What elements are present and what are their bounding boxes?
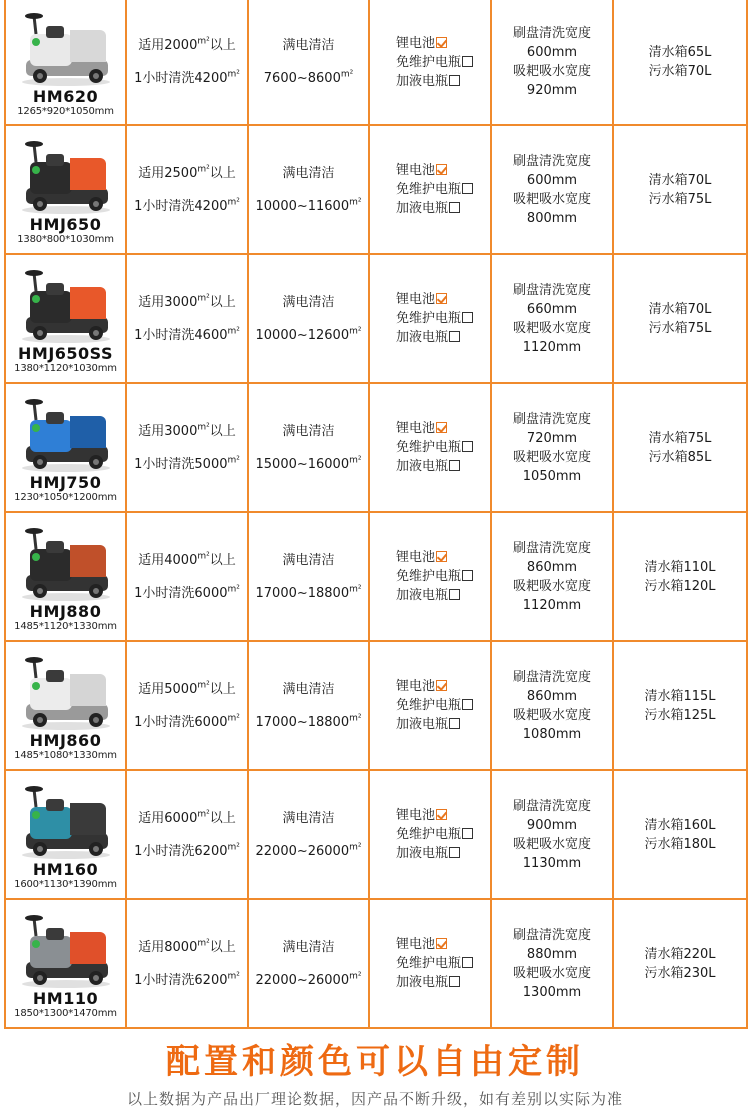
unchecked-box-icon — [462, 828, 473, 839]
battery-option-maintenance-free: 免维护电瓶 — [396, 954, 488, 973]
hourly-coverage: 1小时清洗$4200^{m^2}$ — [134, 197, 240, 214]
battery-cell — [369, 641, 491, 770]
model-cell — [5, 125, 126, 254]
endurance-value: $7600\sim 8600^{m^2}$ — [263, 69, 354, 86]
squeegee-width-label: 吸耙吸水宽度 — [512, 191, 591, 207]
squeegee-width-label: 吸耙吸水宽度 — [512, 449, 591, 465]
table-row — [5, 770, 747, 899]
brush-width-label: 刷盘清洗宽度 — [512, 282, 591, 298]
table-row — [5, 641, 747, 770]
endurance-value: $10000\sim 12600^{m^2}$ — [255, 326, 362, 343]
model-dimensions: 1850*1300*1470mm — [14, 1007, 117, 1019]
unchecked-box-icon — [449, 460, 460, 471]
battery-option-flooded: 加液电瓶 — [396, 715, 488, 734]
floor-scrubber-image — [16, 136, 116, 216]
clean-water-tank: 清水箱220L — [644, 946, 716, 962]
endurance-cell — [248, 770, 369, 899]
battery-option-maintenance-free: 免维护电瓶 — [396, 180, 488, 199]
squeegee-width-label: 吸耙吸水宽度 — [512, 64, 591, 79]
checked-box-icon — [436, 37, 447, 48]
area-suitable: 适用$2000^{m^2}$以上 — [138, 36, 236, 53]
squeegee-width-label: 吸耙吸水宽度 — [512, 965, 591, 981]
table-row — [5, 125, 747, 254]
tank-cell — [613, 125, 747, 254]
clean-water-tank: 清水箱70L — [648, 172, 712, 188]
endurance-value: $15000\sim 16000^{m^2}$ — [255, 455, 362, 472]
battery-cell — [369, 254, 491, 383]
unchecked-box-icon — [449, 75, 460, 86]
hourly-coverage: 1小时清洗$6000^{m^2}$ — [134, 713, 240, 730]
brush-width-label: 刷盘清洗宽度 — [512, 798, 591, 814]
squeegee-width-value: 1120mm — [522, 597, 582, 613]
endurance-cell — [248, 0, 369, 125]
battery-cell — [369, 770, 491, 899]
table-row — [5, 899, 747, 1028]
model-dimensions: 1485*1080*1330mm — [14, 749, 117, 761]
hourly-coverage: 1小时清洗$4600^{m^2}$ — [134, 326, 240, 343]
battery-option-lithium: 锂电池 — [396, 935, 488, 954]
hourly-coverage: 1小时清洗$6200^{m^2}$ — [134, 971, 240, 988]
area-suitable: 适用$2500^{m^2}$以上 — [138, 164, 236, 181]
squeegee-width-value: 800mm — [526, 210, 578, 226]
squeegee-width-label: 吸耙吸水宽度 — [512, 320, 591, 336]
area-suitable: 适用$3000^{m^2}$以上 — [138, 293, 236, 310]
endurance-cell — [248, 512, 369, 641]
model-name: HMJ860 — [29, 730, 102, 750]
coverage-cell — [126, 254, 248, 383]
unchecked-box-icon — [449, 202, 460, 213]
brush-width-value: 660mm — [526, 301, 578, 317]
unchecked-box-icon — [462, 183, 473, 194]
checked-box-icon — [436, 938, 447, 949]
brush-width-value: 860mm — [526, 559, 578, 575]
model-dimensions: 1230*1050*1200mm — [14, 491, 117, 503]
battery-option-maintenance-free: 免维护电瓶 — [396, 53, 488, 72]
table-row — [5, 254, 747, 383]
model-cell — [5, 0, 126, 125]
width-cell — [491, 125, 613, 254]
unchecked-box-icon — [462, 570, 473, 581]
battery-option-lithium: 锂电池 — [396, 548, 488, 567]
tank-cell — [613, 770, 747, 899]
area-suitable: 适用$8000^{m^2}$以上 — [138, 938, 236, 955]
checked-box-icon — [436, 422, 447, 433]
hourly-coverage: 1小时清洗$6000^{m^2}$ — [134, 584, 240, 601]
tank-cell — [613, 512, 747, 641]
battery-option-flooded: 加液电瓶 — [396, 328, 488, 347]
squeegee-width-value: 1050mm — [522, 468, 582, 484]
endurance-cell — [248, 383, 369, 512]
dirty-water-tank: 污水箱85L — [648, 449, 712, 465]
battery-cell — [369, 899, 491, 1028]
unchecked-box-icon — [449, 331, 460, 342]
battery-option-flooded: 加液电瓶 — [396, 72, 488, 91]
model-cell — [5, 383, 126, 512]
battery-option-maintenance-free: 免维护电瓶 — [396, 696, 488, 715]
squeegee-width-value: 1130mm — [522, 855, 582, 871]
endurance-label: 满电清洁 — [282, 165, 335, 181]
squeegee-width-label: 吸耙吸水宽度 — [512, 836, 591, 852]
model-name: HM620 — [32, 87, 99, 106]
battery-option-maintenance-free: 免维护电瓶 — [396, 825, 488, 844]
endurance-value: $17000\sim 18800^{m^2}$ — [255, 584, 362, 601]
squeegee-width-value: 1120mm — [522, 339, 582, 355]
battery-option-lithium: 锂电池 — [396, 34, 488, 53]
endurance-cell — [248, 125, 369, 254]
battery-option-flooded: 加液电瓶 — [396, 586, 488, 605]
brush-width-value: 880mm — [526, 946, 578, 962]
battery-option-lithium: 锂电池 — [396, 290, 488, 309]
floor-scrubber-image — [16, 523, 116, 603]
hourly-coverage: 1小时清洗$6200^{m^2}$ — [134, 842, 240, 859]
width-cell — [491, 770, 613, 899]
battery-option-lithium: 锂电池 — [396, 419, 488, 438]
coverage-cell — [126, 899, 248, 1028]
battery-option-lithium: 锂电池 — [396, 161, 488, 180]
endurance-label: 满电清洁 — [282, 681, 335, 697]
clean-water-tank: 清水箱115L — [644, 688, 716, 704]
checked-box-icon — [436, 680, 447, 691]
model-cell — [5, 254, 126, 383]
endurance-value: $22000\sim 26000^{m^2}$ — [255, 971, 362, 988]
hourly-coverage: 1小时清洗$5000^{m^2}$ — [134, 455, 240, 472]
floor-scrubber-image — [16, 910, 116, 990]
endurance-label: 满电清洁 — [282, 552, 335, 568]
unchecked-box-icon — [462, 699, 473, 710]
tank-cell — [613, 383, 747, 512]
unchecked-box-icon — [462, 441, 473, 452]
width-cell — [491, 0, 613, 125]
brush-width-label: 刷盘清洗宽度 — [512, 669, 591, 685]
squeegee-width-value: 1080mm — [522, 726, 582, 742]
width-cell — [491, 899, 613, 1028]
coverage-cell — [126, 770, 248, 899]
brush-width-label: 刷盘清洗宽度 — [512, 153, 591, 169]
floor-scrubber-image — [16, 394, 116, 474]
brush-width-value: 860mm — [526, 688, 578, 704]
unchecked-box-icon — [449, 847, 460, 858]
dirty-water-tank: 污水箱230L — [644, 965, 716, 981]
unchecked-box-icon — [449, 589, 460, 600]
unchecked-box-icon — [449, 976, 460, 987]
battery-option-maintenance-free: 免维护电瓶 — [396, 438, 488, 457]
coverage-cell — [126, 383, 248, 512]
dirty-water-tank: 污水箱70L — [648, 64, 712, 79]
squeegee-width-label: 吸耙吸水宽度 — [512, 578, 591, 594]
endurance-label: 满电清洁 — [282, 294, 335, 310]
area-suitable: 适用$3000^{m^2}$以上 — [138, 422, 236, 439]
checked-box-icon — [436, 164, 447, 175]
battery-cell — [369, 125, 491, 254]
dirty-water-tank: 污水箱75L — [648, 191, 712, 207]
dirty-water-tank: 污水箱120L — [644, 578, 716, 594]
endurance-value: $22000\sim 26000^{m^2}$ — [255, 842, 362, 859]
endurance-label: 满电清洁 — [282, 423, 335, 439]
tank-cell — [613, 0, 747, 125]
coverage-cell — [126, 641, 248, 770]
battery-option-lithium: 锂电池 — [396, 806, 488, 825]
width-cell — [491, 641, 613, 770]
endurance-cell — [248, 254, 369, 383]
coverage-cell — [126, 512, 248, 641]
battery-cell — [369, 383, 491, 512]
brush-width-value: 600mm — [526, 172, 578, 188]
brush-width-label: 刷盘清洗宽度 — [512, 540, 591, 556]
model-dimensions: 1265*920*1050mm — [17, 106, 114, 117]
model-name: HMJ880 — [29, 601, 102, 621]
area-suitable: 适用$4000^{m^2}$以上 — [138, 551, 236, 568]
coverage-cell — [126, 125, 248, 254]
checked-box-icon — [436, 551, 447, 562]
model-name: HMJ650 — [29, 214, 102, 234]
checked-box-icon — [436, 293, 447, 304]
dirty-water-tank: 污水箱125L — [644, 707, 716, 723]
model-cell — [5, 641, 126, 770]
model-name: HM160 — [32, 859, 99, 879]
model-name: HM110 — [32, 988, 99, 1008]
brush-width-label: 刷盘清洗宽度 — [512, 26, 591, 41]
squeegee-width-value: 920mm — [526, 83, 578, 98]
brush-width-value: 900mm — [526, 817, 578, 833]
disclaimer-note: 以上数据为产品出厂理论数据，因产品不断升级，如有差别以实际为准 — [126, 1090, 623, 1108]
spec-table-body — [5, 0, 747, 1028]
model-cell — [5, 770, 126, 899]
brush-width-label: 刷盘清洗宽度 — [512, 927, 591, 943]
customization-title: 配置和颜色可以自由定制 — [166, 1042, 584, 1082]
battery-cell — [369, 512, 491, 641]
floor-scrubber-image — [16, 781, 116, 861]
unchecked-box-icon — [462, 312, 473, 323]
squeegee-width-value: 1300mm — [522, 984, 582, 1000]
area-suitable: 适用$5000^{m^2}$以上 — [138, 680, 236, 697]
endurance-cell — [248, 641, 369, 770]
endurance-label: 满电清洁 — [282, 810, 335, 826]
battery-option-flooded: 加液电瓶 — [396, 199, 488, 218]
battery-option-flooded: 加液电瓶 — [396, 844, 488, 863]
hourly-coverage: 1小时清洗$4200^{m^2}$ — [134, 69, 240, 86]
clean-water-tank: 清水箱75L — [648, 430, 712, 446]
clean-water-tank: 清水箱160L — [644, 817, 716, 833]
area-suitable: 适用$6000^{m^2}$以上 — [138, 809, 236, 826]
model-cell — [5, 899, 126, 1028]
endurance-value: $10000\sim 11600^{m^2}$ — [255, 197, 362, 214]
model-dimensions: 1380*800*1030mm — [17, 233, 114, 245]
endurance-cell — [248, 899, 369, 1028]
unchecked-box-icon — [462, 957, 473, 968]
battery-option-maintenance-free: 免维护电瓶 — [396, 567, 488, 586]
battery-option-lithium: 锂电池 — [396, 677, 488, 696]
squeegee-width-label: 吸耙吸水宽度 — [512, 707, 591, 723]
floor-scrubber-image — [16, 8, 116, 88]
width-cell — [491, 512, 613, 641]
tank-cell — [613, 899, 747, 1028]
brush-width-value: 720mm — [526, 430, 578, 446]
width-cell — [491, 254, 613, 383]
table-row — [5, 0, 747, 125]
model-dimensions: 1600*1130*1390mm — [14, 878, 117, 890]
floor-scrubber-image — [16, 652, 116, 732]
clean-water-tank: 清水箱110L — [644, 559, 716, 575]
tank-cell — [613, 641, 747, 770]
model-name: HMJ650SS — [18, 343, 113, 363]
battery-option-flooded: 加液电瓶 — [396, 973, 488, 992]
battery-cell — [369, 0, 491, 125]
clean-water-tank: 清水箱65L — [648, 45, 712, 60]
spec-table — [4, 0, 748, 1029]
unchecked-box-icon — [449, 718, 460, 729]
endurance-label: 满电清洁 — [282, 38, 335, 53]
brush-width-label: 刷盘清洗宽度 — [512, 411, 591, 427]
checked-box-icon — [436, 809, 447, 820]
unchecked-box-icon — [462, 56, 473, 67]
model-dimensions: 1380*1120*1030mm — [14, 362, 117, 374]
model-dimensions: 1485*1120*1330mm — [14, 620, 117, 632]
brush-width-value: 600mm — [526, 45, 578, 60]
endurance-value: $17000\sim 18800^{m^2}$ — [255, 713, 362, 730]
dirty-water-tank: 污水箱75L — [648, 320, 712, 336]
clean-water-tank: 清水箱70L — [648, 301, 712, 317]
model-cell — [5, 512, 126, 641]
model-name: HMJ750 — [29, 472, 102, 492]
dirty-water-tank: 污水箱180L — [644, 836, 716, 852]
battery-option-flooded: 加液电瓶 — [396, 457, 488, 476]
battery-option-maintenance-free: 免维护电瓶 — [396, 309, 488, 328]
floor-scrubber-image — [16, 265, 116, 345]
tank-cell — [613, 254, 747, 383]
endurance-label: 满电清洁 — [282, 939, 335, 955]
width-cell — [491, 383, 613, 512]
table-row — [5, 512, 747, 641]
coverage-cell — [126, 0, 248, 125]
table-row — [5, 383, 747, 512]
